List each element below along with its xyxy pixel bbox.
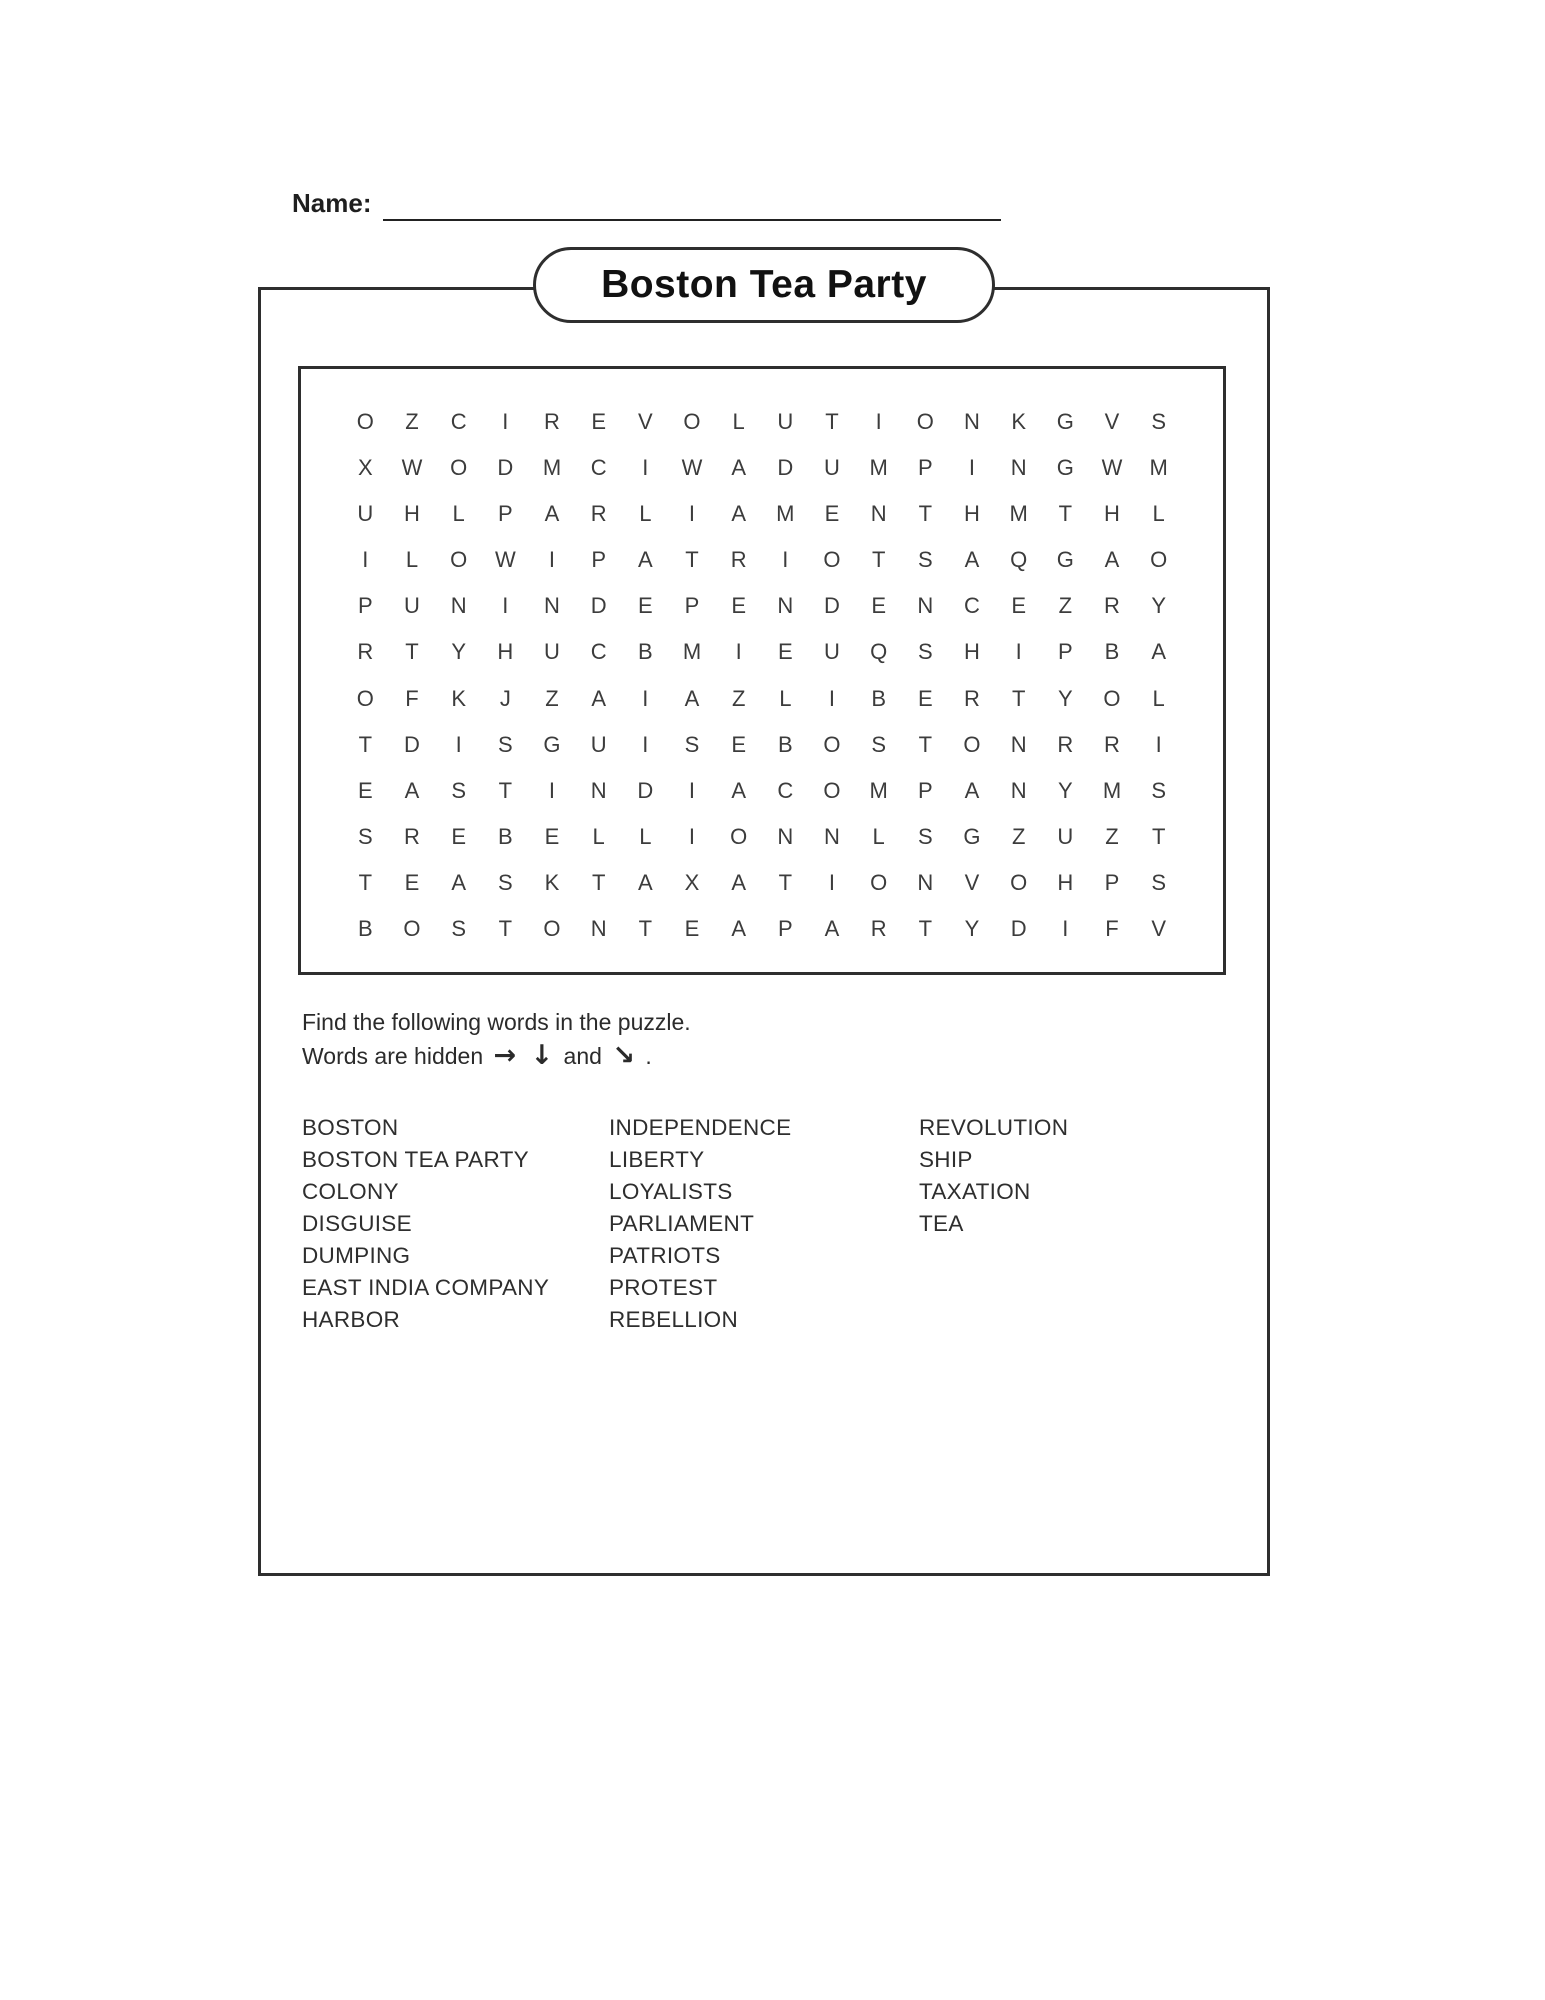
word-item: BOSTON TEA PARTY [302,1147,529,1172]
grid-letter: S [451,915,466,941]
grid-letter: M [542,455,562,481]
grid-letter: M [869,455,888,481]
grid-letter: U [824,455,840,481]
grid-letter: W [494,547,516,573]
name-label: Name: [292,188,372,218]
grid-letter: W [681,455,703,481]
grid-letter: X [684,869,700,895]
grid-letter: A [684,685,700,711]
word-item: COLONY [302,1179,399,1204]
page-title: Boston Tea Party [601,263,927,306]
instructions-line-2 [302,1039,691,1073]
grid-letter: I [548,777,556,803]
grid-letter: B [871,685,886,711]
grid-letter: I [642,455,649,481]
grid-letter: I [1155,731,1162,757]
grid-letter: E [591,409,606,435]
instructions-and-text: and [563,1043,602,1069]
grid-letter: B [497,823,513,849]
grid-letter: T [778,869,793,895]
instructions [302,1006,691,1073]
grid-letter: E [731,593,746,619]
grid-letter: T [498,915,513,941]
grid-letter: P [357,593,373,619]
grid-letter: O [870,869,888,895]
grid-letter: I [688,823,696,849]
grid-letter: H [964,639,980,665]
grid-letter: I [782,547,789,573]
grid-letter: I [688,777,696,803]
grid-letter: C [777,777,794,803]
word-item: SHIP [919,1147,973,1172]
grid-letter: K [1011,409,1026,435]
grid-letter: Y [964,915,980,941]
grid-letter: I [735,639,742,665]
grid-letter: I [502,593,509,619]
grid-letter: A [637,869,653,895]
grid-letter: R [1057,731,1074,757]
grid-letter: A [637,547,653,573]
grid-letter: S [917,547,933,573]
grid-letter: I [642,731,649,757]
grid-letter: P [917,777,933,803]
grid-letter: R [870,915,887,941]
grid-letter: B [357,915,373,941]
grid-letter: R [730,547,747,573]
grid-letter: U [357,501,374,527]
grid-letter: S [917,823,933,849]
grid-letter: V [1104,409,1120,435]
grid-letter: M [1102,777,1122,803]
grid-letter: I [688,501,696,527]
name-row [292,188,1001,221]
grid-letter: O [1150,547,1168,573]
grid-letter: L [1152,501,1165,527]
instructions-line-2-text: Words are hidden [302,1043,484,1069]
grid-letter: U [824,639,840,665]
grid-letter: T [591,869,606,895]
word-item: REVOLUTION [919,1115,1069,1140]
word-item: BOSTON [302,1115,399,1140]
grid-letter: M [869,777,888,803]
grid-letter: U [1057,823,1074,849]
grid-letter: E [684,915,700,941]
grid-letter: E [777,639,793,665]
grid-letter: H [964,501,980,527]
grid-letter: D [404,731,420,757]
grid-letter: U [544,639,560,665]
grid-letter: I [548,547,556,573]
grid-letter: L [872,823,885,849]
grid-letter: M [682,639,702,665]
grid-letter: E [357,777,373,803]
grid-letter: W [1101,455,1123,481]
grid-letter: N [777,823,794,849]
grid-letter: E [637,593,653,619]
grid-letter: V [1151,915,1166,941]
grid-letter: B [637,639,653,665]
grid-letter: O [823,777,841,803]
word-item: EAST INDIA COMPANY [302,1275,550,1300]
grid-letter: W [401,455,423,481]
grid-letter: N [917,869,934,895]
diagonal-arrow-icon: ↘ [612,1040,635,1071]
grid-letter: A [1104,547,1120,573]
grid-letter: L [779,685,792,711]
grid-letter: U [404,593,420,619]
grid-letter: O [1103,685,1121,711]
grid-letter: K [451,685,466,711]
grid-letter: T [358,731,373,757]
grid-letter: A [964,547,980,573]
grid-letter: R [590,501,607,527]
grid-letter: U [777,409,794,435]
grid-letter: S [1151,409,1166,435]
grid-letter: T [358,869,373,895]
grid-letter: I [642,685,649,711]
grid-letter: I [455,731,462,757]
grid-letter: Y [451,639,466,665]
grid-letter: R [544,409,560,435]
grid-letter: O [403,915,421,941]
grid-letter: A [731,915,746,941]
grid-letter: H [1104,501,1120,527]
word-item: REBELLION [609,1307,738,1332]
grid-letter: L [639,501,652,527]
grid-letter: L [639,823,652,849]
grid-letter: P [1057,639,1073,665]
word-item: HARBOR [302,1307,401,1332]
grid-letter: E [544,823,560,849]
grid-letter: R [1104,731,1120,757]
grid-letter: T [1151,823,1166,849]
grid-letter: G [963,823,981,849]
grid-letter: U [590,731,607,757]
grid-letter: O [450,547,468,573]
right-arrow-icon: → [493,1040,517,1071]
grid-letter: P [917,455,933,481]
instructions-line-1: Find the following words in the puzzle. [302,1009,691,1035]
grid-letter: A [731,869,746,895]
grid-letter: S [357,823,373,849]
grid-letter: P [684,593,700,619]
grid-letter: N [824,823,840,849]
grid-letter: I [828,685,836,711]
grid-letter: S [917,639,933,665]
word-item: PATRIOTS [609,1243,721,1268]
grid-letter: N [590,777,607,803]
grid-letter: L [405,547,419,573]
down-arrow-icon: ↓ [530,1040,554,1071]
word-list [302,1112,1179,1336]
grid-letter: P [777,915,793,941]
grid-letter: X [357,455,373,481]
grid-letter: S [1151,777,1166,803]
grid-letter: Z [731,685,746,711]
grid-letter: O [963,731,981,757]
grid-letter: O [356,409,374,435]
grid-letter: E [871,593,886,619]
grid-letter: N [1010,731,1027,757]
grid-letter: C [964,593,980,619]
grid-letter: R [357,639,374,665]
grid-letter: S [497,731,513,757]
grid-letter: T [918,501,933,527]
grid-letter: T [1011,685,1026,711]
grid-letter: E [404,869,420,895]
grid-letter: I [362,547,369,573]
grid-letter: I [968,455,976,481]
grid-letter: Z [1105,823,1119,849]
grid-letter: O [823,731,841,757]
grid-letter: H [404,501,420,527]
grid-letter: B [1104,639,1120,665]
grid-letter: R [964,685,980,711]
grid-letter: I [1062,915,1069,941]
title-pill [533,247,995,323]
grid-letter: C [590,455,607,481]
instructions-period: . [645,1043,652,1069]
grid-letter: A [404,777,420,803]
grid-letter: V [964,869,980,895]
grid-letter: T [1058,501,1073,527]
grid-letter: R [1104,593,1120,619]
grid-letter: Y [1057,777,1073,803]
grid-letter: A [824,915,840,941]
grid-letter: G [1056,547,1074,573]
grid-letter: O [916,409,934,435]
grid-letter: D [777,455,794,481]
grid-letter: R [404,823,420,849]
grid-letter: N [964,409,980,435]
grid-letter: G [1056,409,1074,435]
grid-letter: D [1010,915,1027,941]
grid-letter: E [917,685,933,711]
word-item: TEA [919,1211,964,1236]
grid-letter: N [590,915,607,941]
grid-letter: N [1010,455,1027,481]
grid-letter: E [824,501,840,527]
word-column [609,1112,919,1336]
grid-letter: F [405,685,419,711]
grid-letter: T [871,547,886,573]
grid-letter: A [1151,639,1166,665]
grid-letter: E [451,823,466,849]
grid-letter: D [497,455,514,481]
grid-letter: E [1011,593,1026,619]
grid-letter: A [591,685,606,711]
grid-letter: P [497,501,513,527]
grid-letter: S [871,731,886,757]
grid-letter: D [637,777,654,803]
word-column [919,1112,1179,1336]
grid-letter: F [1105,915,1119,941]
grid-letter: A [731,777,746,803]
word-item: DISGUISE [302,1211,412,1236]
grid-letter: T [918,731,933,757]
grid-letter: V [637,409,653,435]
word-item: PROTEST [609,1275,718,1300]
grid-letter: T [685,547,699,573]
grid-letter: L [1152,685,1165,711]
grid-letter: N [1010,777,1027,803]
grid-letter: G [1056,455,1074,481]
word-item: TAXATION [919,1179,1031,1204]
grid-letter: N [777,593,794,619]
word-item: INDEPENDENCE [609,1115,792,1140]
grid-letter: O [730,823,748,849]
grid-letter: K [544,869,560,895]
grid-letter: S [684,731,700,757]
grid-letter: A [451,869,466,895]
grid-letter: Q [870,639,888,665]
grid-letter: C [450,409,467,435]
word-item: DUMPING [302,1243,411,1268]
grid-letter: G [543,731,561,757]
grid-letter: O [683,409,701,435]
grid-letter: J [499,685,511,711]
grid-letter: Y [1151,593,1166,619]
grid-letter: N [544,593,560,619]
grid-letter: P [591,547,606,573]
grid-letter: M [1149,455,1168,481]
grid-letter: O [450,455,468,481]
grid-letter: M [1009,501,1028,527]
grid-letter: I [1015,639,1022,665]
grid-letter: O [1010,869,1028,895]
grid-letter: T [405,639,419,665]
grid-letter: A [731,455,746,481]
puzzle-grid-box [298,366,1226,975]
word-item: LOYALISTS [609,1179,733,1204]
grid-letter: T [498,777,513,803]
grid-letter: L [592,823,605,849]
grid-letter: D [824,593,840,619]
grid-letter: A [544,501,560,527]
grid-letter: P [1104,869,1120,895]
grid-letter: N [870,501,887,527]
grid-letter: Z [545,685,559,711]
grid-letter: T [918,915,933,941]
grid-letter: Z [1058,593,1073,619]
grid-letter: B [777,731,793,757]
grid-letter: S [497,869,513,895]
grid-letter: A [731,501,746,527]
grid-letter: E [731,731,746,757]
grid-letter: H [497,639,514,665]
grid-letter: L [452,501,465,527]
grid-letter: M [776,501,795,527]
grid-letter: Z [1011,823,1026,849]
grid-letter: N [917,593,934,619]
word-item: LIBERTY [609,1147,705,1172]
grid-letter: Q [1010,547,1028,573]
name-underline [383,193,1001,221]
grid-letter: T [825,409,839,435]
grid-letter: Y [1057,685,1073,711]
letter-grid [301,369,1223,972]
word-column [302,1112,609,1336]
grid-letter: C [590,639,607,665]
grid-letter: I [502,409,509,435]
grid-letter: T [638,915,653,941]
grid-letter: O [356,685,374,711]
grid-letter: I [875,409,882,435]
grid-letter: L [732,409,745,435]
word-item: PARLIAMENT [609,1211,755,1236]
grid-letter: I [828,869,836,895]
grid-letter: S [1151,869,1166,895]
grid-letter: N [450,593,467,619]
grid-letter: D [590,593,607,619]
grid-letter: A [964,777,980,803]
grid-letter: H [1057,869,1074,895]
grid-letter: S [451,777,466,803]
grid-letter: O [823,547,841,573]
grid-letter: Z [405,409,419,435]
grid-letter: O [543,915,561,941]
